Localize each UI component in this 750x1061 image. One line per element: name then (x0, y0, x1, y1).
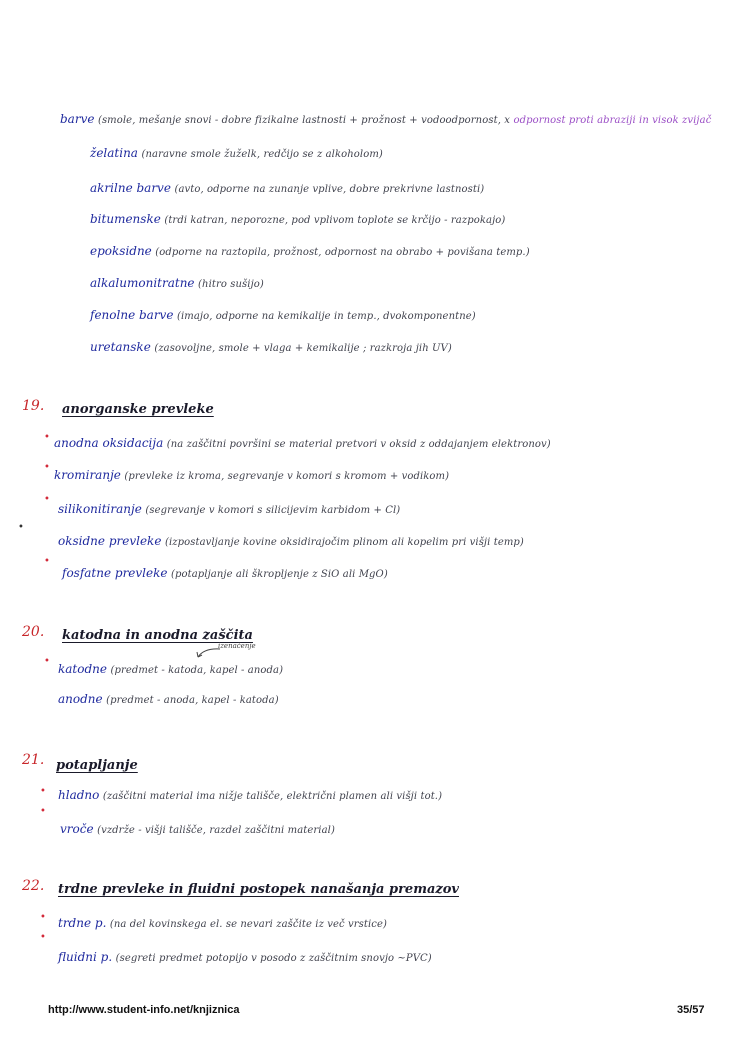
section-title: anorganske prevleke (62, 402, 214, 417)
item-term: uretanske (90, 340, 151, 354)
list-item (58, 788, 442, 802)
list-item (90, 212, 505, 226)
section-title: potapljanje (56, 758, 138, 773)
item-term: barve (60, 112, 95, 126)
bullet-icon: • (40, 912, 46, 923)
item-term: trdne p. (58, 916, 107, 930)
list-item (54, 436, 551, 450)
section-title: trdne prevleke in fluidni postopek nanašanja premazov (58, 882, 459, 897)
item-desc: (avto, odporne na zunanje vplive, dobre prekrivne lastnosti) (174, 184, 485, 195)
item-term: alkalumonitratne (90, 276, 195, 290)
list-item (58, 662, 283, 676)
item-desc: (prevleke iz kroma, segrevanje v komori s kromom + vodikom) (124, 471, 450, 482)
list-item (58, 916, 387, 930)
item-desc-extra: odpornost proti abraziji in visok zvijač (513, 115, 712, 126)
list-item (90, 181, 484, 195)
bullet-icon: • (44, 556, 50, 567)
list-item (54, 468, 449, 482)
section-number: 21. (22, 752, 45, 768)
bullet-icon: • (44, 462, 50, 473)
list-item (58, 502, 400, 516)
list-item (58, 534, 524, 548)
item-desc: (predmet - anoda, kapel - katoda) (106, 695, 279, 706)
item-desc: (na del kovinskega el. se nevari zaščite iz več vrstice) (109, 919, 387, 930)
item-term: bitumenske (90, 212, 161, 226)
bullet-icon: • (44, 656, 50, 667)
list-item (62, 566, 388, 580)
list-item (90, 340, 452, 354)
list-item (90, 308, 476, 322)
list-item (90, 244, 530, 258)
item-term: epoksidne (90, 244, 152, 258)
item-desc: (izpostavljanje kovine oksidirajočim plinom ali kopelim pri višji temp) (164, 537, 524, 548)
list-item (58, 950, 432, 964)
bullet-icon: • (44, 494, 50, 505)
item-desc: (potapljanje ali škropljenje z SiO ali MgO) (171, 569, 388, 580)
item-term: katodne (58, 662, 107, 676)
item-term: oksidne prevleke (58, 534, 162, 548)
item-desc: (smole, mešanje snovi - dobre fizikalne lastnosti + prožnost + vodoodpornost, x (97, 115, 510, 126)
item-term: silikonitiranje (58, 502, 142, 516)
curved-arrow-icon (192, 646, 222, 660)
section-number: 19. (22, 398, 45, 414)
bullet-icon: • (40, 806, 46, 817)
item-desc: (odporne na raztopila, prožnost, odpornost na obrabo + povišana temp.) (155, 247, 530, 258)
footer-url: http://www.student-info.net/knjiznica (48, 1004, 240, 1016)
section-title: katodna in anodna zaščita (62, 628, 253, 643)
item-desc: (na zaščitni površini se material pretvori v oksid z oddajanjem elektronov) (166, 439, 551, 450)
item-desc: (segrevanje v komori s silicijevim karbidom + Cl) (145, 505, 401, 516)
list-item (90, 146, 383, 160)
item-term: hladno (58, 788, 100, 802)
item-desc: (imajo, odporne na kemikalije in temp., dvokomponentne) (176, 311, 476, 322)
bullet-icon: • (44, 432, 50, 443)
item-desc: (trdi katran, neporozne, pod vplivom toplote se krčijo - razpokajo) (164, 215, 506, 226)
bullet-icon: • (18, 522, 24, 533)
item-term: fluidni p. (58, 950, 113, 964)
list-item (60, 112, 711, 126)
list-item (58, 692, 279, 706)
bullet-icon: • (40, 932, 46, 943)
item-desc: (naravne smole žuželk, redčijo se z alkoholom) (141, 149, 383, 160)
item-desc: (predmet - katoda, kapel - anoda) (110, 665, 284, 676)
bullet-icon: • (40, 786, 46, 797)
item-desc: (zaščitni material ima nižje tališče, električni plamen ali višji tot.) (102, 791, 443, 802)
item-term: vroče (60, 822, 94, 836)
item-desc: (zasovoljne, smole + vlaga + kemikalije ; razkroja jih UV) (154, 343, 452, 354)
item-desc: (vzdrže - višji tališče, razdel zaščitni material) (97, 825, 335, 836)
item-term: anodna oksidacija (54, 436, 164, 450)
item-term: akrilne barve (90, 181, 171, 195)
page-number: 35/57 (677, 1004, 705, 1016)
item-desc: (segreti predmet potopijo v posodo z zaščitnim snovjo ~PVC) (115, 953, 432, 964)
section-number: 22. (22, 878, 45, 894)
item-term: fosfatne prevleke (62, 566, 168, 580)
section-number: 20. (22, 624, 45, 640)
item-term: anodne (58, 692, 103, 706)
list-item (90, 276, 264, 290)
item-term: fenolne barve (90, 308, 174, 322)
annotation-note: izenačenje (218, 642, 256, 650)
list-item (60, 822, 335, 836)
item-term: kromiranje (54, 468, 121, 482)
item-desc: (hitro sušijo) (198, 279, 264, 290)
item-term: želatina (90, 146, 138, 160)
